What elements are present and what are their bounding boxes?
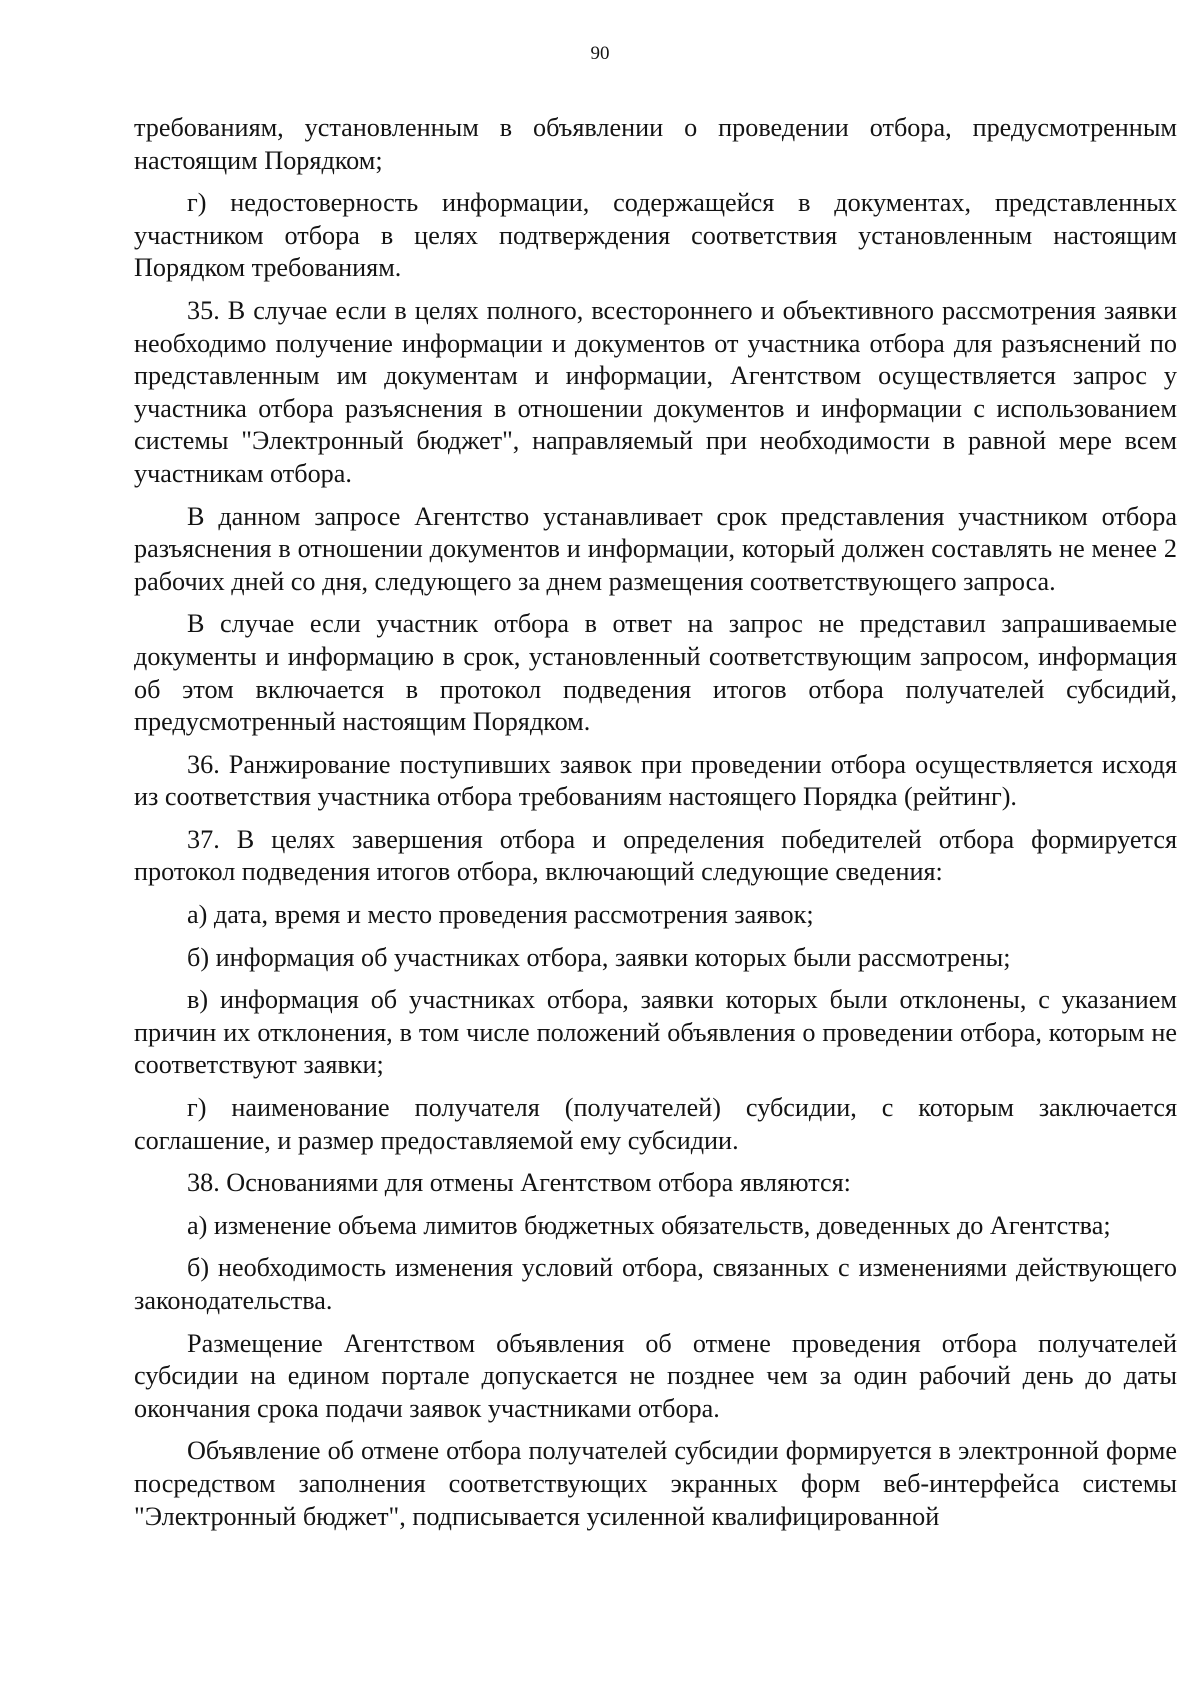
paragraph-item-a-limits: а) изменение объема лимитов бюджетных обязательств, доведенных до Агентства; bbox=[187, 1210, 1111, 1240]
paragraph-item-b-reviewed: б) информация об участниках отбора, заявки которых были рассмотрены; bbox=[187, 942, 1011, 972]
document-body bbox=[134, 112, 1177, 1543]
paragraph-clause-37: 37. В целях завершения отбора и определения победителей отбора формируется протокол подведения итогов отбора, включающий следующие сведения: bbox=[134, 824, 1177, 887]
page-number: 90 bbox=[590, 43, 610, 64]
paragraph-item-g-recipient: г) наименование получателя (получателей) субсидии, с которым заключается соглашение, и размер предоставляемой ему субсидии. bbox=[134, 1093, 1177, 1155]
paragraph-request-deadline: В данном запросе Агентство устанавливает срок представления участником отбора разъяснения в отношении документов и информации, который должен составлять не менее 2 рабочих дней со дня, следующего за днем размещения соответствующего запроса. bbox=[134, 501, 1177, 596]
paragraph-item-b-conditions: б) необходимость изменения условий отбора, связанных с изменениями действующего законодательства. bbox=[134, 1253, 1177, 1315]
paragraph-item-a-date: а) дата, время и место проведения рассмотрения заявок; bbox=[187, 900, 814, 930]
paragraph-clause-38: 38. Основаниями для отмены Агентством отбора являются: bbox=[187, 1168, 851, 1198]
paragraph-no-response: В случае если участник отбора в ответ на запрос не представил запрашиваемые документы и информацию в срок, установленный соответствующим запросом, информация об этом включается в протокол подведения итогов отбора получателей субсидий, предусмотренный настоящим Порядком. bbox=[134, 609, 1177, 737]
paragraph-clause-35: 35. В случае если в целях полного, всестороннего и объективного рассмотрения заявки необходимо получение информации и документов от участника отбора для разъяснений по представленным им документам и информации, Агентством осуществляется запрос у участника отбора разъяснения в отношении документов и информации с использованием системы "Электронный бюджет", направляемый при необходимости в равной мере всем участникам отбора. bbox=[134, 295, 1177, 488]
paragraph-item-g-unreliable-info: г) недостоверность информации, содержащейся в документах, представленных участником отбора в целях подтверждения соответствия установленным настоящим Порядком требованиям. bbox=[134, 188, 1177, 283]
paragraph-clause-36: 36. Ранжирование поступивших заявок при проведении отбора осуществляется исходя из соответствия участника отбора требованиям настоящего Порядка (рейтинг). bbox=[134, 749, 1177, 812]
paragraph-cancellation-form: Объявление об отмене отбора получателей субсидии формируется в электронной форме посредством заполнения соответствующих экранных форм веб-интерфейса системы "Электронный бюджет", подписывается усиленной квалифицированной bbox=[134, 1436, 1177, 1531]
paragraph-cancellation-posting: Размещение Агентством объявления об отмене проведения отбора получателей субсидии на едином портале допускается не позднее чем за один рабочий день до даты окончания срока подачи заявок участниками отбора. bbox=[134, 1328, 1177, 1423]
paragraph-item-v-rejected: в) информация об участниках отбора, заявки которых были отклонены, с указанием причин их отклонения, в том числе положений объявления о проведении отбора, которым не соответствуют заявки; bbox=[134, 985, 1177, 1080]
paragraph-continuation: требованиям, установленным в объявлении о проведении отбора, предусмотренным настоящим Порядком; bbox=[134, 113, 1177, 175]
